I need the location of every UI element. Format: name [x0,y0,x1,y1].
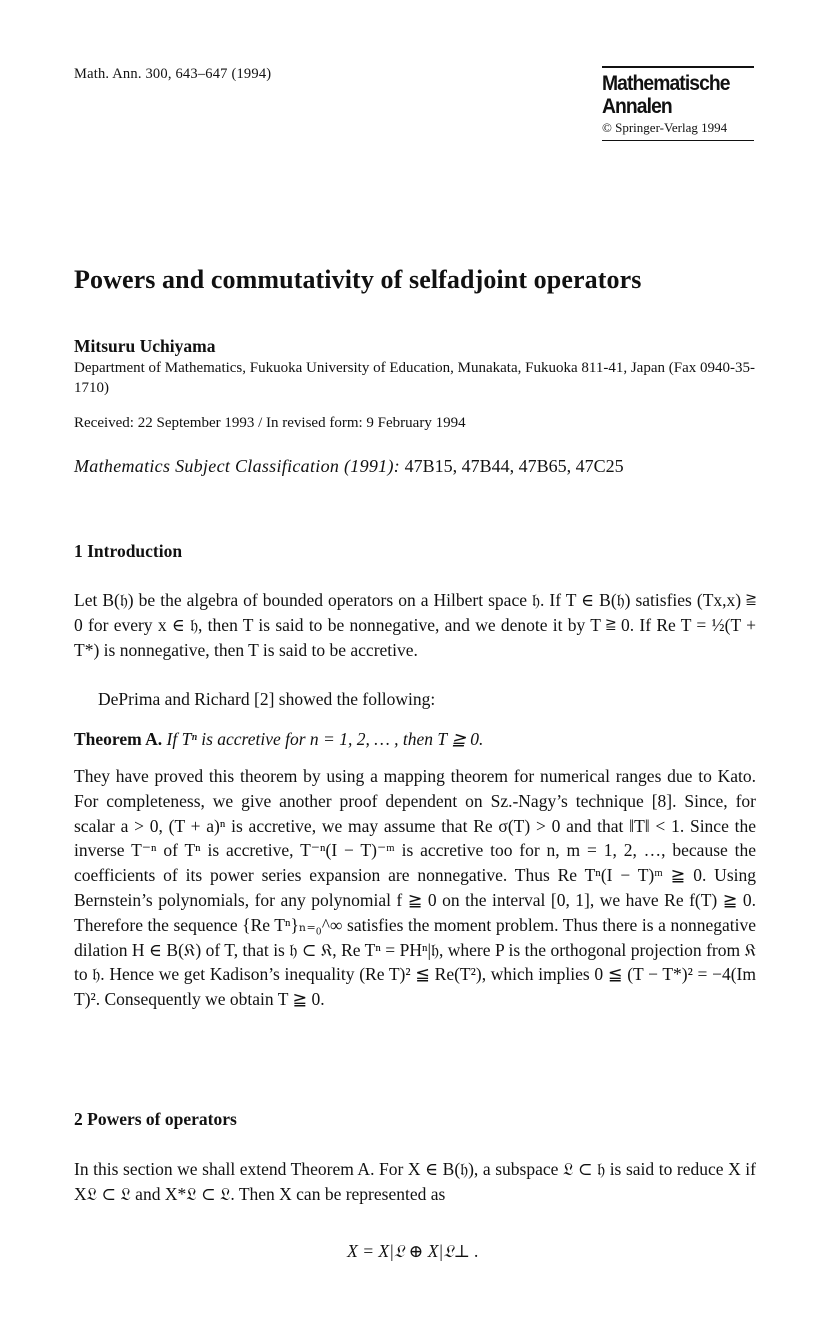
received-dates: Received: 22 September 1993 / In revised form: 9 February 1994 [74,415,466,431]
article-title: Powers and commutativity of selfadjoint operators [74,265,642,294]
theorem-a [74,727,756,752]
msc-codes: 47B15, 47B44, 47B65, 47C25 [400,456,624,476]
theorem-label: Theorem A. [74,729,163,749]
section-heading-powers: 2 Powers of operators [74,1109,237,1129]
theorem-statement: If Tⁿ is accretive for n = 1, 2, … , then T ≧ 0. [162,729,484,749]
section-heading-introduction: 1 Introduction [74,541,183,561]
subject-classification [74,456,624,477]
author-name: Mitsuru Uchiyama [74,336,216,356]
author-affiliation: Department of Mathematics, Fukuoka University of Education, Munakata, Fukuoka 811-41, Japan (Fax 0940-35-1710) [74,360,755,396]
publisher-copyright: © Springer-Verlag 1994 [602,120,728,135]
masthead-name-line2: Annalen [602,95,672,118]
powers-paragraph-1: In this section we shall extend Theorem A. For X ∈ B(𝔥), a subspace 𝔏 ⊂ 𝔥 is said to reduce X if X𝔏 ⊂ 𝔏 and X*𝔏 ⊂ 𝔏. Then X can be represented as [74,1159,756,1204]
journal-masthead [602,66,754,141]
display-equation: X = X|𝔏 ⊕ X|𝔏⊥ . [347,1241,479,1261]
masthead-bottom-rule [602,140,754,141]
msc-label: Mathematics Subject Classification (1991): [74,456,401,476]
intro-paragraph-3: They have proved this theorem by using a mapping theorem for numerical ranges due to Kato. For completeness, we give another proof dependent on Sz.-Nagy’s technique [8]. Since, for scalar a > 0, (T + a)ⁿ is accretive, we may assume that Re σ(T) > 0 and that ‖T‖ < 1. Since the inverse T⁻ⁿ of Tⁿ is accretive, T⁻ⁿ(I − T)⁻ᵐ is accretive too for n, m = 1, 2, …, because the coefficients of its power series expansion are nonnegative. Thus Re Tⁿ(I − T)ᵐ ≧ 0. Using Bernstein’s polynomials, for any polynomial f ≧ 0 on the interval [0, 1], we have Re f(T) ≧ 0. Therefore the sequence {Re Tⁿ}ₙ₌₀^∞ satisfies the moment problem. Thus there is a nonnegative dilation H ∈ B(𝔎) of T, that is 𝔥 ⊂ 𝔎, Re Tⁿ = PHⁿ|𝔥, where P is the orthogonal projection from 𝔎 to 𝔥. Hence we get Kadison’s inequality (Re T)² ≦ Re(T²), which implies 0 ≦ (T − T*)² = −4(Im T)². Consequently we obtain T ≧ 0. [74,766,756,1010]
intro-paragraph-1: Let B(𝔥) be the algebra of bounded operators on a Hilbert space 𝔥. If T ∈ B(𝔥) satisfies (Tx,x) ≧ 0 for every x ∈ 𝔥, then T is said to be nonnegative, and we denote it by T ≧ 0. If Re T = ½(T + T*) is nonnegative, then T is said to be accretive. [74,590,756,660]
masthead-top-rule [602,66,754,68]
intro-paragraph-2: DePrima and Richard [2] showed the following: [98,689,436,709]
journal-reference: Math. Ann. 300, 643–647 (1994) [74,66,272,82]
masthead-name-line1: Mathematische [602,72,730,95]
